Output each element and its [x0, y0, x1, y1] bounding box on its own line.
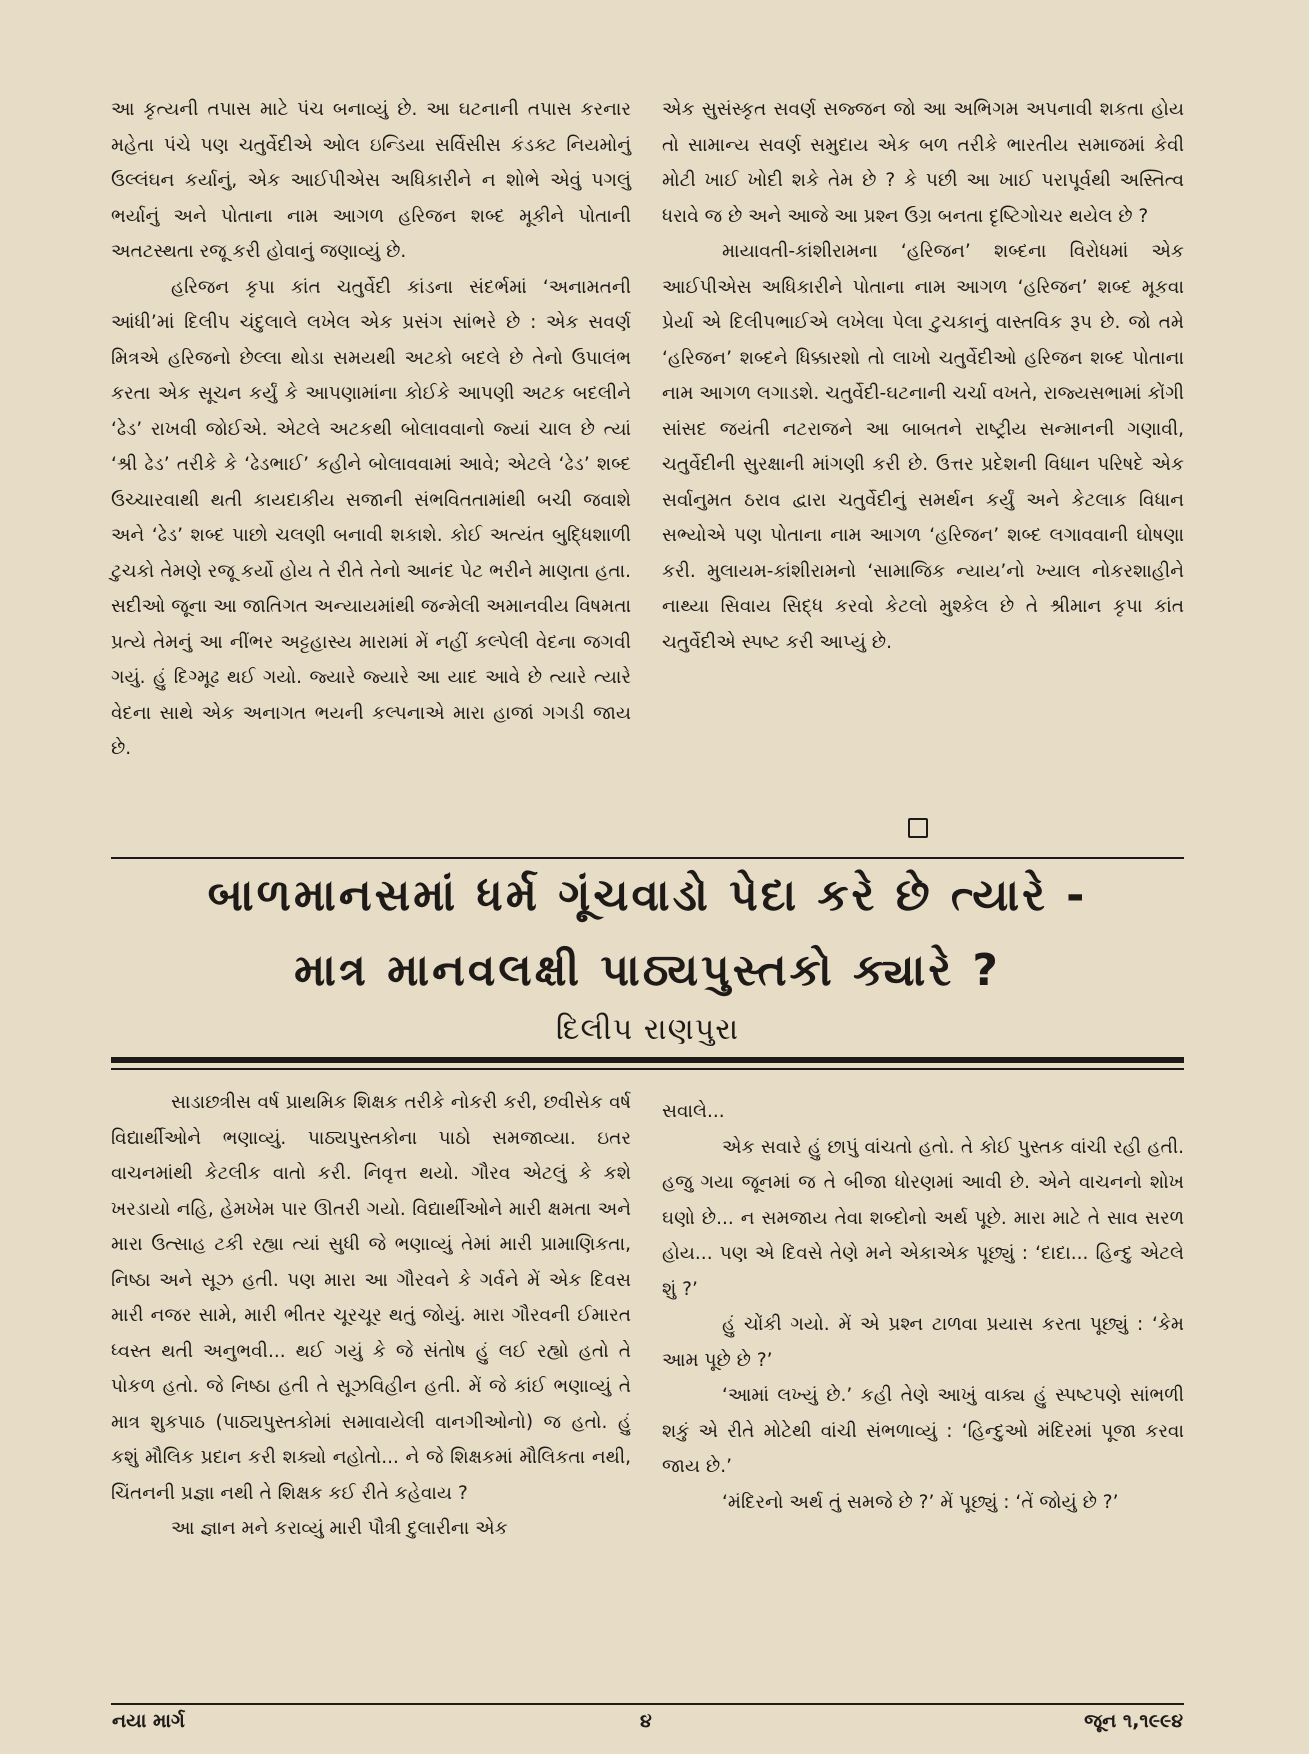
top-article-left-column [111, 92, 631, 767]
footer-magazine-name: નયા માર્ગ [112, 1710, 185, 1732]
article-end-square-icon [908, 818, 928, 838]
paragraph: હરિજન કૃપા કાંત ચતુર્વેદી કાંડના સંદર્ભમાં ‘અનામતની આંધી’માં દિલીપ ચંદુલાલે લખેલ એક પ્રસંગ સાંભરે છે : એક સવર્ણ મિત્રએ હરિજનો છેલ્લા થોડા સમયથી અટકો બદલે છે તેનો ઉપાલંભ કરતા એક સૂચન કર્યું કે આપણામાંના કોઈકે આપણી અટક બદલીને ‘ઢેડ’ રાખવી જોઈએ. એટલે અટકથી બોલાવવાનો જ્યાં ચાલ છે ત્યાં ‘શ્રી ઢેડ’ તરીકે કે ‘ઢેડભાઈ’ કહીને બોલાવવામાં આવે; એટલે ‘ઢેડ’ શબ્દ ઉચ્ચારવાથી થતી કાયદાકીય સજાની સંભવિતતામાંથી બચી જવાશે અને ‘ઢેડ’ શબ્દ પાછો ચલણી બનાવી શકાશે. કોઈ અત્યંત બુદ્ધિશાળી ટુચકો તેમણે રજૂ કર્યો હોય તે રીતે તેનો આનંદ પેટ ભરીને માણતા હતા. સદીઓ જૂના આ જાતિગત અન્યાયમાંથી જન્મેલી અમાનવીય વિષમતા પ્રત્યે તેમનું આ નીંભર અટ્ટહાસ્ય મારામાં મેં નહીં કલ્પેલી વેદના જગવી ગયું. હું દિગ્મૂઢ થઈ ગયો. જ્યારે જ્યારે આ યાદ આવે છે ત્યારે ત્યારે વેદના સાથે એક અનાગત ભયની કલ્પનાએ મારા હાજાં ગગડી જાય છે. [111, 276, 631, 759]
paragraph: એક સવારે હું છાપું વાંચતો હતો. તે કોઈ પુસ્તક વાંચી રહી હતી. હજુ ગયા જૂનમાં જ તે બીજા ધોરણમાં આવી છે. એને વાચનનો શોખ ઘણો છે... ન સમજાય તેવા શબ્દોનો અર્થ પૂછે. મારા માટે તે સાવ સરળ હોય... પણ એ દિવસે તેણે મને એકાએક પૂછ્યું : ‘દાદા... હિન્દુ એટલે શું ?’ [662, 1136, 1184, 1300]
paragraph: એક સુસંસ્કૃત સવર્ણ સજ્જન જો આ અભિગમ અપનાવી શકતા હોય તો સામાન્ય સવર્ણ સમુદાય એક બળ તરીકે ભારતીય સમાજમાં કેવી મોટી ખાઈ ખોદી શકે તેમ છે ? કે પછી આ ખાઈ પરાપૂર્વથી અસ્તિત્વ ધરાવે જ છે અને આજે આ પ્રશ્ન ઉગ્ર બનતા દૃષ્ટિગોચર થયેલ છે ? [662, 99, 1184, 227]
paragraph: ‘મંદિરનો અર્થ તું સમજે છે ?’ મેં પૂછ્યું : ‘તેં જોયું છે ?’ [722, 1491, 1119, 1513]
footer-page-number: ૪ [640, 1710, 652, 1732]
headline-line-2: માત્ર માનવલક્ષી પાઠ્યપુસ્તકો ક્યારે ? [294, 945, 1001, 996]
author-byline: દિલીપ રાણપુરા [555, 1012, 740, 1047]
headline-line-1: બાળમાનસમાં ધર્મ ગૂંચવાડો પેદા કરે છે ત્યારે - [207, 870, 1088, 921]
paragraph: આ કૃત્યની તપાસ માટે પંચ બનાવ્યું છે. આ ઘટનાની તપાસ કરનાર મહેતા પંચે પણ ચતુર્વેદીએ ઓલ ઇન્ડિયા સર્વિસીસ કંડક્ટ નિયમોનું ઉલ્લંઘન કર્યાનું, એક આઈપીએસ અધિકારીને ન શોભે એવું પગલું ભર્યાનું અને પોતાના નામ આગળ હરિજન શબ્દ મૂકીને પોતાની અતટસ્થતા રજૂ કરી હોવાનું જણાવ્યું છે. [111, 99, 631, 262]
footer-rule [111, 1703, 1184, 1705]
bottom-article-left-column [111, 1085, 631, 1547]
paragraph: આ જ્ઞાન મને કરાવ્યું મારી પૌત્રી દુલારીના એક [171, 1518, 508, 1539]
headline-thick-rule [111, 1057, 1184, 1063]
paragraph: સાડાછત્રીસ વર્ષ પ્રાથમિક શિક્ષક તરીકે નોકરી કરી, છવીસેક વર્ષ વિદ્યાર્થીઓને ભણાવ્યું. પાઠ્યપુસ્તકોના પાઠો સમજાવ્યા. ઇતર વાચનમાંથી કેટલીક વાતો કરી. નિવૃત્ત થયો. ગૌરવ એટલું કે કશે ખરડાયો નહિ, હેમખેમ પાર ઊતરી ગયો. વિદ્યાર્થીઓને મારી ક્ષમતા અને મારા ઉત્સાહ ટકી રહ્યા ત્યાં સુધી જે ભણાવ્યું તેમાં મારી પ્રામાણિકતા, નિષ્ઠા અને સૂઝ હતી. પણ મારા આ ગૌરવને કે ગર્વને મેં એક દિવસ મારી નજર સામે, મારી ભીતર ચૂરચૂર થતું જોયું. મારા ગૌરવની ઈમારત ધ્વસ્ત થતી અનુભવી... થઈ ગયું કે જે સંતોષ હું લઈ રહ્યો હતો તે પોકળ હતો. જે નિષ્ઠા હતી તે સૂઝવિહીન હતી. મેં જે કાંઈ ભણાવ્યું તે માત્ર શુકપાઠ (પાઠ્યપુસ્તકોમાં સમાવાયેલી વાનગીઓનો) જ હતો. હું કશું મૌલિક પ્રદાન કરી શક્યો નહોતો... ને જે શિક્ષકમાં મૌલિકતા નથી, ચિંતનની પ્રજ્ઞા નથી તે શિક્ષક કઈ રીતે કહેવાય ? [111, 1092, 631, 1504]
paragraph: ‘આમાં લખ્યું છે.’ કહી તેણે આખું વાક્ય હું સ્પષ્ટપણે સાંભળી શકું એ રીતે મોટેથી વાંચી સંભળાવ્યું : ‘હિન્દુઓ મંદિરમાં પૂજા કરવા જાય છે.’ [662, 1385, 1184, 1477]
section-divider [111, 857, 1184, 859]
top-article-right-column [662, 92, 1184, 660]
paragraph: હું ચોંકી ગયો. મેં એ પ્રશ્ન ટાળવા પ્રયાસ કરતા પૂછ્યું : ‘કેમ આમ પૂછે છે ?’ [662, 1314, 1184, 1371]
paragraph: સવાલે... [662, 1101, 725, 1122]
footer-date: જૂન ૧,૧૯૯૪ [1084, 1710, 1183, 1732]
paragraph: માયાવતી-કાંશીરામના ‘હરિજન’ શબ્દના વિરોધમાં એક આઈપીએસ અધિકારીને પોતાના નામ આગળ ‘હરિજન’ શબ્દ મૂકવા પ્રેર્યા એ દિલીપભાઈએ લખેલા પેલા ટુચકાનું વાસ્તવિક રૂપ છે. જો તમે ‘હરિજન’ શબ્દને ધિક્કારશો તો લાખો ચતુર્વેદીઓ હરિજન શબ્દ પોતાના નામ આગળ લગાડશે. ચતુર્વેદી-ઘટનાની ચર્ચા વખતે, રાજ્યસભામાં કોંગી સાંસદ જયંતી નટરાજને આ બાબતને રાષ્ટ્રીય સન્માનની ગણાવી, ચતુર્વેદીની સુરક્ષાની માંગણી કરી છે. ઉત્તર પ્રદેશની વિધાન પરિષદે એક સર્વાનુમત ઠરાવ દ્વારા ચતુર્વેદીનું સમર્થન કર્યું અને કેટલાક વિધાન સભ્યોએ પણ પોતાના નામ આગળ ‘હરિજન’ શબ્દ લગાવવાની ઘોષણા કરી. મુલાયમ-કાંશીરામનો ‘સામાજિક ન્યાય’નો ખ્યાલ નોકરશાહીને નાથ્યા સિવાય સિદ્ધ કરવો કેટલો મુશ્કેલ છે તે શ્રીમાન કૃપા કાંત ચતુર્વેદીએ સ્પષ્ટ કરી આપ્યું છે. [662, 241, 1184, 653]
bottom-article-right-column [662, 1094, 1184, 1520]
headline-thin-rule [111, 1068, 1184, 1070]
